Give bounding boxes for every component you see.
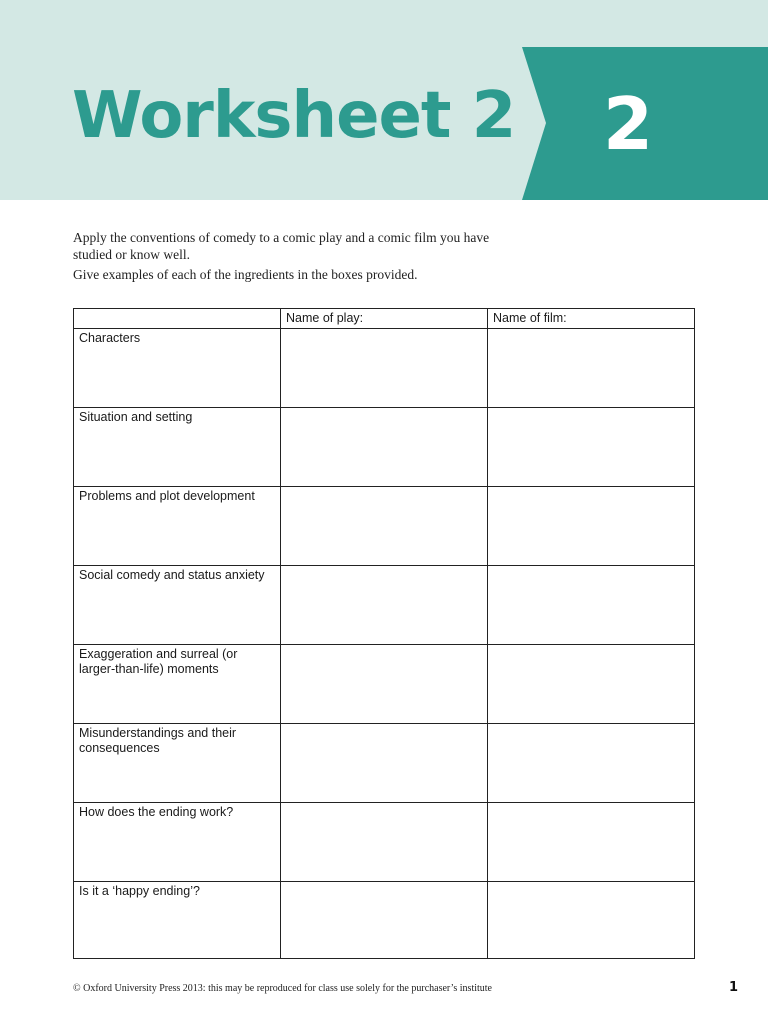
film-answer-cell[interactable]	[488, 803, 695, 882]
film-answer-cell[interactable]	[488, 487, 695, 566]
table-row	[74, 882, 695, 959]
page-title: Worksheet 2	[72, 79, 516, 153]
play-answer-cell[interactable]	[281, 882, 488, 959]
table-row	[74, 645, 695, 724]
row-label: Situation and setting	[74, 408, 281, 487]
table-row	[74, 487, 695, 566]
table-row	[74, 408, 695, 487]
play-answer-cell[interactable]	[281, 566, 488, 645]
header-label-cell	[74, 309, 281, 329]
row-label: Is it a ‘happy ending’?	[74, 882, 281, 959]
play-answer-cell[interactable]	[281, 803, 488, 882]
row-label: How does the ending work?	[74, 803, 281, 882]
play-answer-cell[interactable]	[281, 329, 488, 408]
worksheet-table	[73, 308, 695, 959]
film-answer-cell[interactable]	[488, 329, 695, 408]
row-label: Exaggeration and surreal (or larger-than-life) moments	[74, 645, 281, 724]
row-label: Problems and plot development	[74, 487, 281, 566]
header-film-name: Name of film:	[488, 309, 695, 329]
row-label: Social comedy and status anxiety	[74, 566, 281, 645]
instructions	[73, 229, 513, 286]
table-row	[74, 329, 695, 408]
play-answer-cell[interactable]	[281, 645, 488, 724]
row-label: Characters	[74, 329, 281, 408]
row-label: Misunderstandings and their consequences	[74, 724, 281, 803]
instruction-line-1: Apply the conventions of comedy to a comic play and a comic film you have studied or know well.	[73, 230, 490, 262]
play-answer-cell[interactable]	[281, 487, 488, 566]
film-answer-cell[interactable]	[488, 724, 695, 803]
film-answer-cell[interactable]	[488, 645, 695, 724]
table-row	[74, 724, 695, 803]
copyright-footer: © Oxford University Press 2013: this may be reproduced for class use solely for the purchaser’s institute	[73, 983, 492, 994]
play-answer-cell[interactable]	[281, 724, 488, 803]
table-header-row	[74, 309, 695, 329]
play-answer-cell[interactable]	[281, 408, 488, 487]
table-row	[74, 803, 695, 882]
film-answer-cell[interactable]	[488, 408, 695, 487]
page-number: 1	[728, 980, 738, 995]
instruction-line-2: Give examples of each of the ingredients in the boxes provided.	[73, 267, 418, 282]
table-row	[74, 566, 695, 645]
film-answer-cell[interactable]	[488, 882, 695, 959]
chapter-tab-number: 2	[602, 82, 654, 166]
header-play-name: Name of play:	[281, 309, 488, 329]
film-answer-cell[interactable]	[488, 566, 695, 645]
